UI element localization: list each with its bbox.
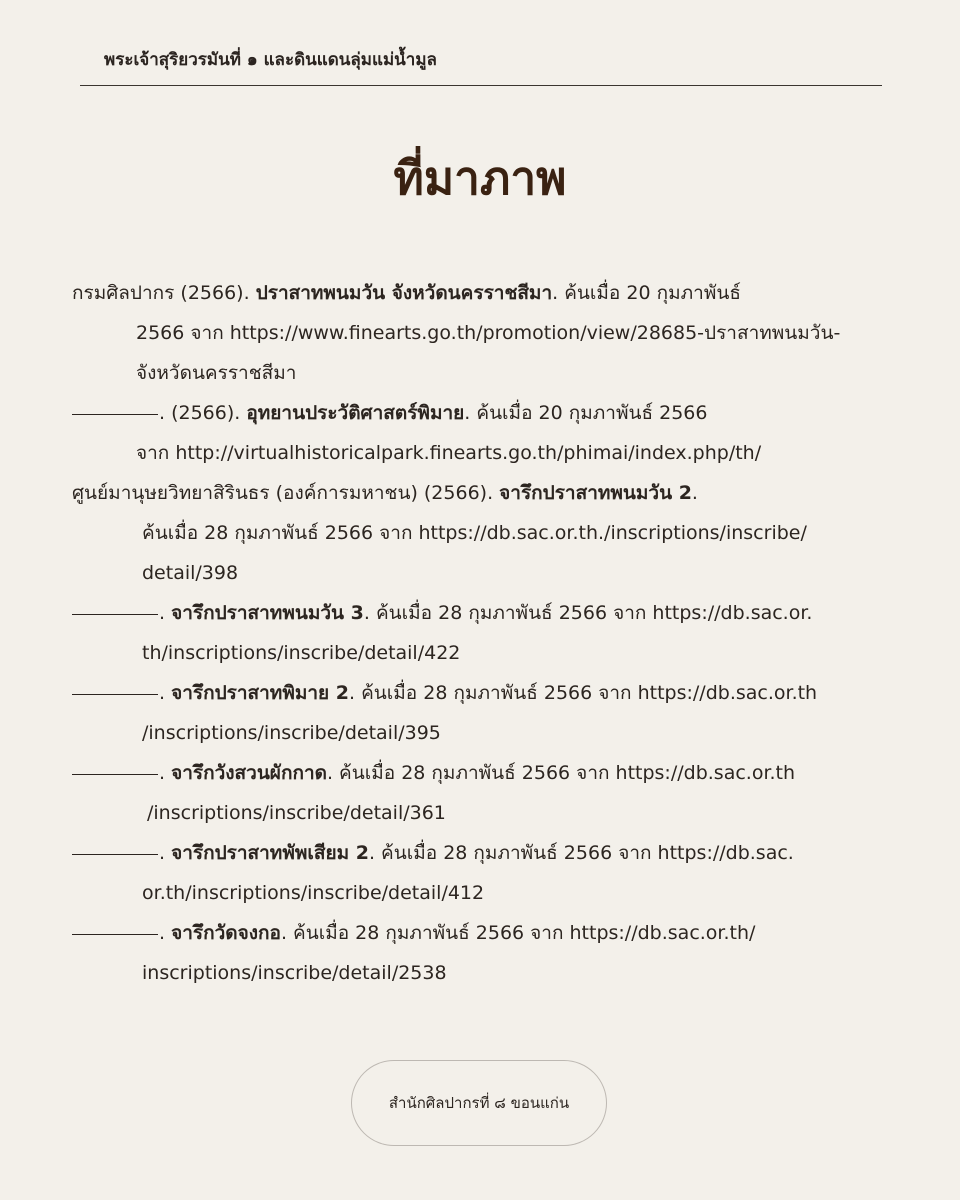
running-header: พระเจ้าสุริยวรมันที่ ๑ และดินแดนลุ่มแม่น้ำมูล [104, 50, 437, 70]
reference-7-title: จารึกปราสาทพัพเสียม 2 [171, 842, 369, 864]
reference-5-line-1: . จารึกปราสาทพิมาย 2. ค้นเมื่อ 28 กุมภาพันธ์ 2566 จาก https://db.sac.or.th [72, 673, 817, 713]
reference-3-title: จารึกปราสาทพนมวัน 2 [499, 482, 692, 504]
footer-office-badge [351, 1060, 607, 1146]
reference-4-title: จารึกปราสาทพนมวัน 3 [171, 602, 364, 624]
reference-4-line-2: th/inscriptions/inscribe/detail/422 [142, 642, 461, 664]
reference-6-title: จารึกวังสวนผักกาด [171, 762, 327, 784]
reference-6-line-2: /inscriptions/inscribe/detail/361 [147, 802, 446, 824]
repeat-author-blank [72, 614, 158, 615]
repeat-author-blank [72, 694, 158, 695]
reference-5-line-2: /inscriptions/inscribe/detail/395 [142, 722, 441, 744]
reference-5-title: จารึกปราสาทพิมาย 2 [171, 682, 350, 704]
reference-2-line-2: จาก http://virtualhistoricalpark.finearts.go.th/phimai/index.php/th/ [136, 442, 762, 464]
reference-8-title: จารึกวัดจงกอ [171, 922, 281, 944]
reference-8-line-2: inscriptions/inscribe/detail/2538 [142, 962, 447, 984]
repeat-author-blank [72, 854, 158, 855]
reference-2-title: อุทยานประวัติศาสตร์พิมาย [246, 402, 465, 424]
reference-3-line-2: ค้นเมื่อ 28 กุมภาพันธ์ 2566 จาก https://db.sac.or.th./inscriptions/inscribe/ [142, 522, 807, 544]
reference-1-title: ปราสาทพนมวัน จังหวัดนครราชสีมา [255, 282, 553, 304]
repeat-author-blank [72, 774, 158, 775]
page-title: ที่มาภาพ [393, 151, 567, 205]
reference-4-line-1: . จารึกปราสาทพนมวัน 3. ค้นเมื่อ 28 กุมภาพันธ์ 2566 จาก https://db.sac.or. [72, 593, 812, 633]
reference-1-line-3: จังหวัดนครราชสีมา [136, 362, 297, 384]
reference-3-line-3: detail/398 [142, 562, 239, 584]
reference-6-line-1: . จารึกวังสวนผักกาด. ค้นเมื่อ 28 กุมภาพันธ์ 2566 จาก https://db.sac.or.th [72, 753, 795, 793]
reference-2-line-1: . (2566). อุทยานประวัติศาสตร์พิมาย. ค้นเมื่อ 20 กุมภาพันธ์ 2566 [72, 393, 707, 433]
reference-3-line-1: ศูนย์มานุษยวิทยาสิรินธร (องค์การมหาชน) (2566). จารึกปราสาทพนมวัน 2. [72, 482, 698, 504]
reference-1-line-1: กรมศิลปากร (2566). ปราสาทพนมวัน จังหวัดนครราชสีมา. ค้นเมื่อ 20 กุมภาพันธ์ [72, 282, 741, 304]
repeat-author-blank [72, 414, 158, 415]
header-divider [80, 85, 882, 86]
reference-7-line-1: . จารึกปราสาทพัพเสียม 2. ค้นเมื่อ 28 กุมภาพันธ์ 2566 จาก https://db.sac. [72, 833, 794, 873]
repeat-author-blank [72, 934, 158, 935]
footer-office-label: สำนักศิลปากรที่ ๘ ขอนแก่น [388, 1094, 570, 1112]
reference-7-line-2: or.th/inscriptions/inscribe/detail/412 [142, 882, 485, 904]
reference-1-line-2: 2566 จาก https://www.finearts.go.th/promotion/view/28685-ปราสาทพนมวัน- [136, 322, 841, 344]
reference-8-line-1: . จารึกวัดจงกอ. ค้นเมื่อ 28 กุมภาพันธ์ 2566 จาก https://db.sac.or.th/ [72, 913, 755, 953]
